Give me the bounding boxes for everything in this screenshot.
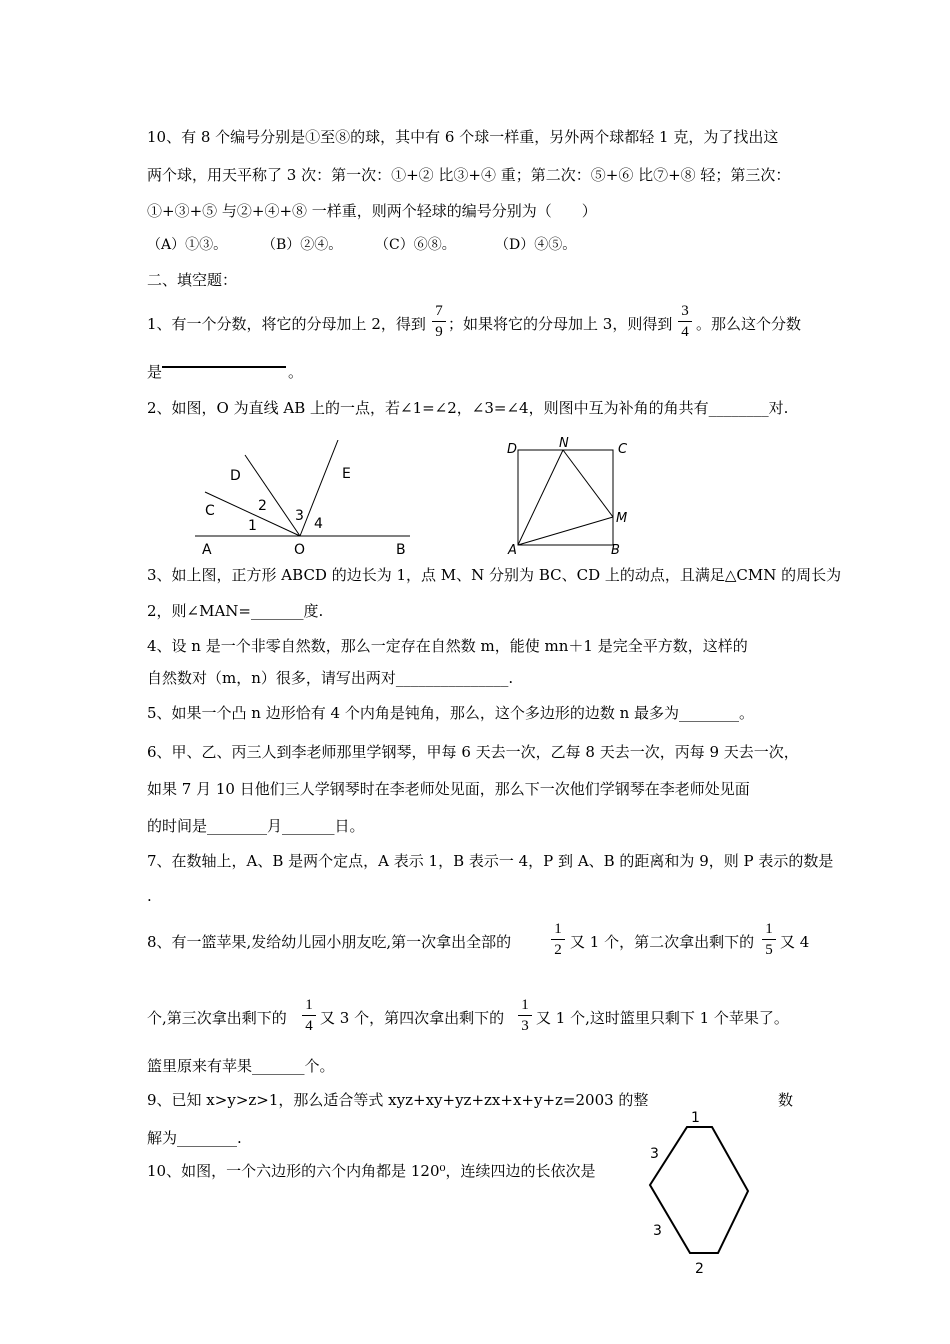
fill3-line2: 2，则∠MAN=_______度. bbox=[147, 602, 324, 620]
label-b: B bbox=[396, 542, 406, 558]
label-side-3-upper: 3 bbox=[650, 1146, 659, 1162]
label-o: O bbox=[294, 542, 306, 558]
angles-figure bbox=[190, 440, 420, 560]
q10-option-c: （C）⑥⑧。 bbox=[375, 237, 456, 253]
fill8-part-g: 又 1 个,这时篮里只剩下 1 个苹果了。 bbox=[536, 1009, 789, 1027]
fill5-text: 5、如果一个凸 n 边形恰有 4 个内角是钝角，那么，这个多边形的边数 n 最多为________。 bbox=[147, 704, 755, 722]
label-c: C bbox=[618, 442, 628, 457]
label-side-3-lower: 3 bbox=[653, 1223, 662, 1239]
fill8-part-b: 又 1 个，第二次拿出剩下的 bbox=[570, 933, 755, 951]
q10-line1: 10、有 8 个编号分别是①至⑧的球，其中有 6 个球一样重，另外两个球都轻 1 克，为了找出这 bbox=[147, 128, 779, 146]
label-1: 1 bbox=[248, 518, 257, 534]
fraction-denominator: 2 bbox=[554, 942, 562, 958]
hexagon bbox=[650, 1127, 748, 1253]
fill9-line1-end: 数 bbox=[778, 1091, 794, 1109]
label-e: E bbox=[342, 466, 351, 482]
hexagon-figure bbox=[640, 1105, 760, 1280]
fill7-line2: . bbox=[147, 887, 152, 905]
fill8-fraction-1 bbox=[551, 920, 565, 959]
fill8-fraction-3 bbox=[302, 996, 316, 1035]
label-d: D bbox=[507, 442, 518, 457]
fraction-denominator: 4 bbox=[305, 1018, 313, 1034]
fraction-numerator: 7 bbox=[435, 303, 443, 319]
q10-line2: 两个球，用天平称了 3 次：第一次：①+② 比③+④ 重；第二次：⑤+⑥ 比⑦+⑧ 轻；第三次： bbox=[147, 166, 791, 184]
fraction-numerator: 1 bbox=[305, 997, 313, 1013]
fill1-line2-suffix: 。 bbox=[288, 363, 304, 381]
fill7-line1: 7、在数轴上，A、B 是两个定点，A 表示 1，B 表示一 4，P 到 A、B 的距离和为 9，则 P 表示的数是 bbox=[147, 852, 834, 870]
label-m: M bbox=[616, 511, 628, 526]
fraction-denominator: 3 bbox=[521, 1018, 529, 1034]
fill8-part-h: 篮里原来有苹果_______个。 bbox=[147, 1057, 335, 1075]
square-figure bbox=[500, 433, 645, 558]
fill2-text: 2、如图，O 为直线 AB 上的一点，若∠1=∠2，∠3=∠4，则图中互为补角的角共有________对. bbox=[147, 399, 789, 417]
fill4-line1: 4、设 n 是一个非零自然数，那么一定存在自然数 m，能使 mn＋1 是完全平方数，这样的 bbox=[147, 637, 748, 655]
fill1-part2: ；如果将它的分母加上 3，则得到 bbox=[448, 315, 673, 333]
label-side-1: 1 bbox=[691, 1110, 700, 1126]
q10-option-a: （A）①③。 bbox=[147, 237, 228, 253]
label-a: A bbox=[508, 543, 517, 558]
label-2: 2 bbox=[258, 498, 267, 514]
fill1-line2-prefix: 是 bbox=[147, 363, 163, 381]
fraction-numerator: 3 bbox=[681, 303, 689, 319]
fill1-answer-blank bbox=[162, 366, 286, 368]
fill8-part-d: 个,第三次拿出剩下的 bbox=[147, 1009, 287, 1027]
fill4-line2: 自然数对（m，n）很多，请写出两对_______________. bbox=[147, 669, 514, 687]
label-a: A bbox=[202, 542, 212, 558]
fraction-denominator: 9 bbox=[435, 324, 443, 340]
section-title: 二、填空题： bbox=[147, 271, 238, 289]
fill9-line1: 9、已知 x>y>z>1，那么适合等式 xyz+xy+yz+zx+x+y+z=2003 的整 bbox=[147, 1091, 649, 1109]
fill8-part-e: 又 3 个，第四次拿出剩下的 bbox=[320, 1009, 505, 1027]
label-side-2: 2 bbox=[695, 1261, 704, 1277]
label-d: D bbox=[230, 468, 241, 484]
fraction-numerator: 1 bbox=[521, 997, 529, 1013]
q10-option-d: （D）④⑤。 bbox=[495, 237, 577, 253]
fraction-denominator: 5 bbox=[765, 942, 773, 958]
fill6-line1: 6、甲、乙、丙三人到李老师那里学钢琴，甲每 6 天去一次，乙每 8 天去一次，丙每 9 天去一次， bbox=[147, 743, 799, 761]
label-c: C bbox=[205, 503, 215, 519]
q10-line3: ①+③+⑤ 与②+④+⑧ 一样重，则两个轻球的编号分别为（ ） bbox=[147, 202, 597, 220]
fill1-part3: 。那么这个分数 bbox=[696, 315, 802, 333]
fill3-line1: 3、如上图，正方形 ABCD 的边长为 1，点 M、N 分别为 BC、CD 上的动点，且满足△CMN 的周长为 bbox=[147, 566, 842, 584]
fill6-line2: 如果 7 月 10 日他们三人学钢琴时在李老师处见面，那么下一次他们学钢琴在李老师处见面 bbox=[147, 780, 750, 798]
fill8-part-c: 又 4 bbox=[780, 933, 810, 951]
q10-option-b: （B）②④。 bbox=[262, 237, 343, 253]
fraction-denominator: 4 bbox=[681, 324, 689, 340]
segment-an bbox=[518, 450, 563, 545]
fraction-numerator: 1 bbox=[765, 921, 773, 937]
fill1-fraction-2 bbox=[678, 302, 692, 341]
fill1-part1: 1、有一个分数，将它的分母加上 2，得到 bbox=[147, 315, 426, 333]
fraction-numerator: 1 bbox=[554, 921, 562, 937]
fill6-line3: 的时间是________月_______日。 bbox=[147, 817, 365, 835]
label-n: N bbox=[559, 436, 569, 451]
label-3: 3 bbox=[295, 508, 304, 524]
fill9-line2: 解为________. bbox=[147, 1129, 242, 1147]
fill8-part-a: 8、有一篮苹果,发给幼儿园小朋友吃,第一次拿出全部的 bbox=[147, 933, 512, 951]
segment-am bbox=[518, 517, 613, 545]
label-4: 4 bbox=[314, 516, 323, 532]
fill8-fraction-2 bbox=[762, 920, 776, 959]
segment-nm bbox=[563, 450, 613, 517]
fill8-fraction-4 bbox=[518, 996, 532, 1035]
label-b: B bbox=[611, 543, 620, 558]
fill10-line1: 10、如图，一个六边形的六个内角都是 120⁰，连续四边的长依次是 bbox=[147, 1162, 596, 1180]
fill1-fraction-1 bbox=[432, 302, 446, 341]
